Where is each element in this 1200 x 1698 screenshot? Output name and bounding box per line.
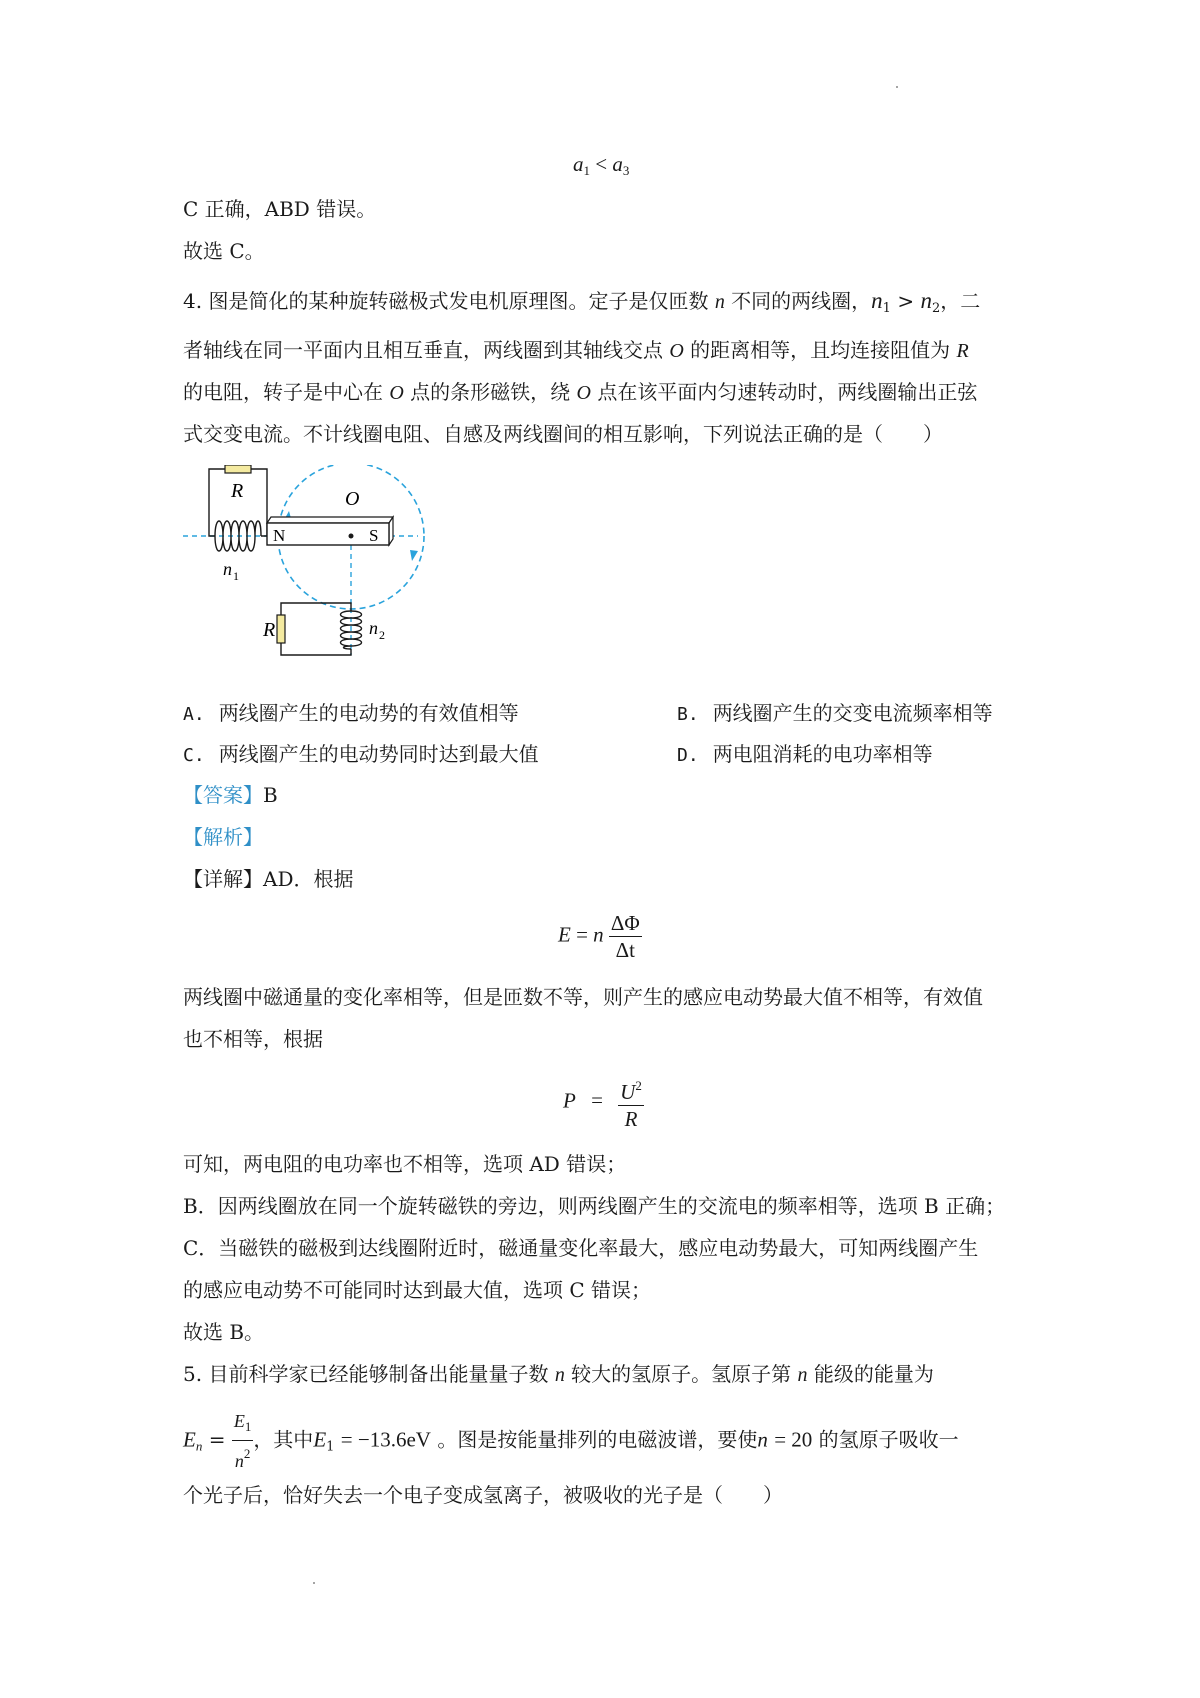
option-b: B. 两线圈产生的交变电流频率相等 bbox=[677, 701, 993, 725]
detail-tag: 【详解】 bbox=[183, 867, 263, 891]
detail-line-7: 的感应电动势不可能同时达到最大值，选项 C 错误； bbox=[183, 1278, 652, 1302]
label-n2: n bbox=[369, 618, 378, 638]
equation-power: P = $\frac{U^2}{R}$ bbox=[563, 1073, 644, 1132]
label-n2-sub: 2 bbox=[379, 628, 385, 642]
label-O: O bbox=[345, 488, 360, 510]
detail-line-2: 两线圈中磁通量的变化率相等，但是匝数不等，则产生的感应电动势最大值不相等，有效值 bbox=[183, 985, 983, 1009]
q4-choose: 故选 B。 bbox=[183, 1320, 265, 1344]
resistor-top bbox=[225, 465, 251, 473]
detail-line-4: 可知，两电阻的电功率也不相等，选项 AD 错误； bbox=[183, 1152, 627, 1176]
answer-tag: 【答案】 bbox=[183, 783, 263, 807]
label-n1: n bbox=[223, 559, 232, 579]
detail-line-1: 【详解】AD．根据 bbox=[183, 867, 354, 891]
scan-dot bbox=[313, 1582, 315, 1584]
formula-a1-lt-a3: $a_1 < a_3$ bbox=[573, 152, 630, 178]
detail-line-6: C．当磁铁的磁极到达线圈附近时，磁通量变化率最大，感应电动势最大，可知两线圈产生 bbox=[183, 1236, 979, 1260]
wire-bottom-circuit-lower bbox=[281, 643, 351, 655]
analysis-tag: 【解析】 bbox=[183, 825, 263, 849]
generator-diagram bbox=[183, 465, 443, 695]
magnet-top-face bbox=[267, 517, 393, 523]
option-d: D. 两电阻消耗的电功率相等 bbox=[677, 742, 933, 766]
label-R-top: R bbox=[231, 480, 244, 502]
q3-choose: 故选 C。 bbox=[183, 239, 265, 263]
label-S: S bbox=[369, 526, 379, 545]
label-N: N bbox=[273, 526, 286, 545]
center-point bbox=[349, 534, 354, 539]
detail-line-3: 也不相等，根据 bbox=[183, 1027, 323, 1051]
option-a: A. 两线圈产生的电动势的有效值相等 bbox=[183, 701, 519, 725]
answer-line bbox=[183, 781, 278, 809]
q4-stem-line-3: 的电阻，转子是中心在 O 点的条形磁铁，绕 O 点在该平面内匀速转动时，两线圈输出正弦 bbox=[183, 380, 978, 404]
label-R-bottom: R bbox=[263, 619, 276, 641]
q5-stem-line-2: $E_n$ = $\frac{E_1}{n^2}$ ，其中$E_1 = -13.6eV$ 。图是按能量排列的电磁波谱，要使n = 20 的氢原子吸收一 bbox=[183, 1408, 959, 1474]
rotation-arrow-right bbox=[410, 550, 418, 561]
answer-value: B bbox=[263, 783, 278, 807]
detail-line-5: B．因两线圈放在同一个旋转磁铁的旁边，则两线圈产生的交流电的频率相等，选项 B 正确； bbox=[183, 1194, 1006, 1218]
label-n1-sub: 1 bbox=[233, 569, 239, 583]
resistor-bottom bbox=[277, 615, 285, 643]
q4-stem-line-1: 4. 图是简化的某种旋转磁极式发电机原理图。定子是仅匝数 n 不同的两线圈，$n_1 > n_2$，二 bbox=[183, 288, 981, 316]
q5-stem-line-1: 5. 目前科学家已经能够制备出能量量子数 n 较大的氢原子。氢原子第 n 能级的能量为 bbox=[183, 1362, 934, 1386]
analysis-line bbox=[183, 823, 263, 851]
option-c: C. 两线圈产生的电动势同时达到最大值 bbox=[183, 742, 539, 766]
q4-stem-line-4: 式交变电流。不计线圈电阻、自感及两线圈间的相互影响，下列说法正确的是（ ） bbox=[183, 422, 943, 446]
q4-stem-line-2: 者轴线在同一平面内且相互垂直，两线圈到其轴线交点 O 的距离相等，且均连接阻值为 R bbox=[183, 338, 969, 362]
q5-stem-line-3: 个光子后，恰好失去一个电子变成氢离子，被吸收的光子是（ ） bbox=[183, 1483, 783, 1507]
equation-emf: E = n $\frac{\Delta\Phi}{\Delta t}$ bbox=[558, 911, 640, 962]
scan-dot bbox=[896, 86, 898, 88]
q3-conclusion: C 正确，ABD 错误。 bbox=[183, 197, 377, 221]
